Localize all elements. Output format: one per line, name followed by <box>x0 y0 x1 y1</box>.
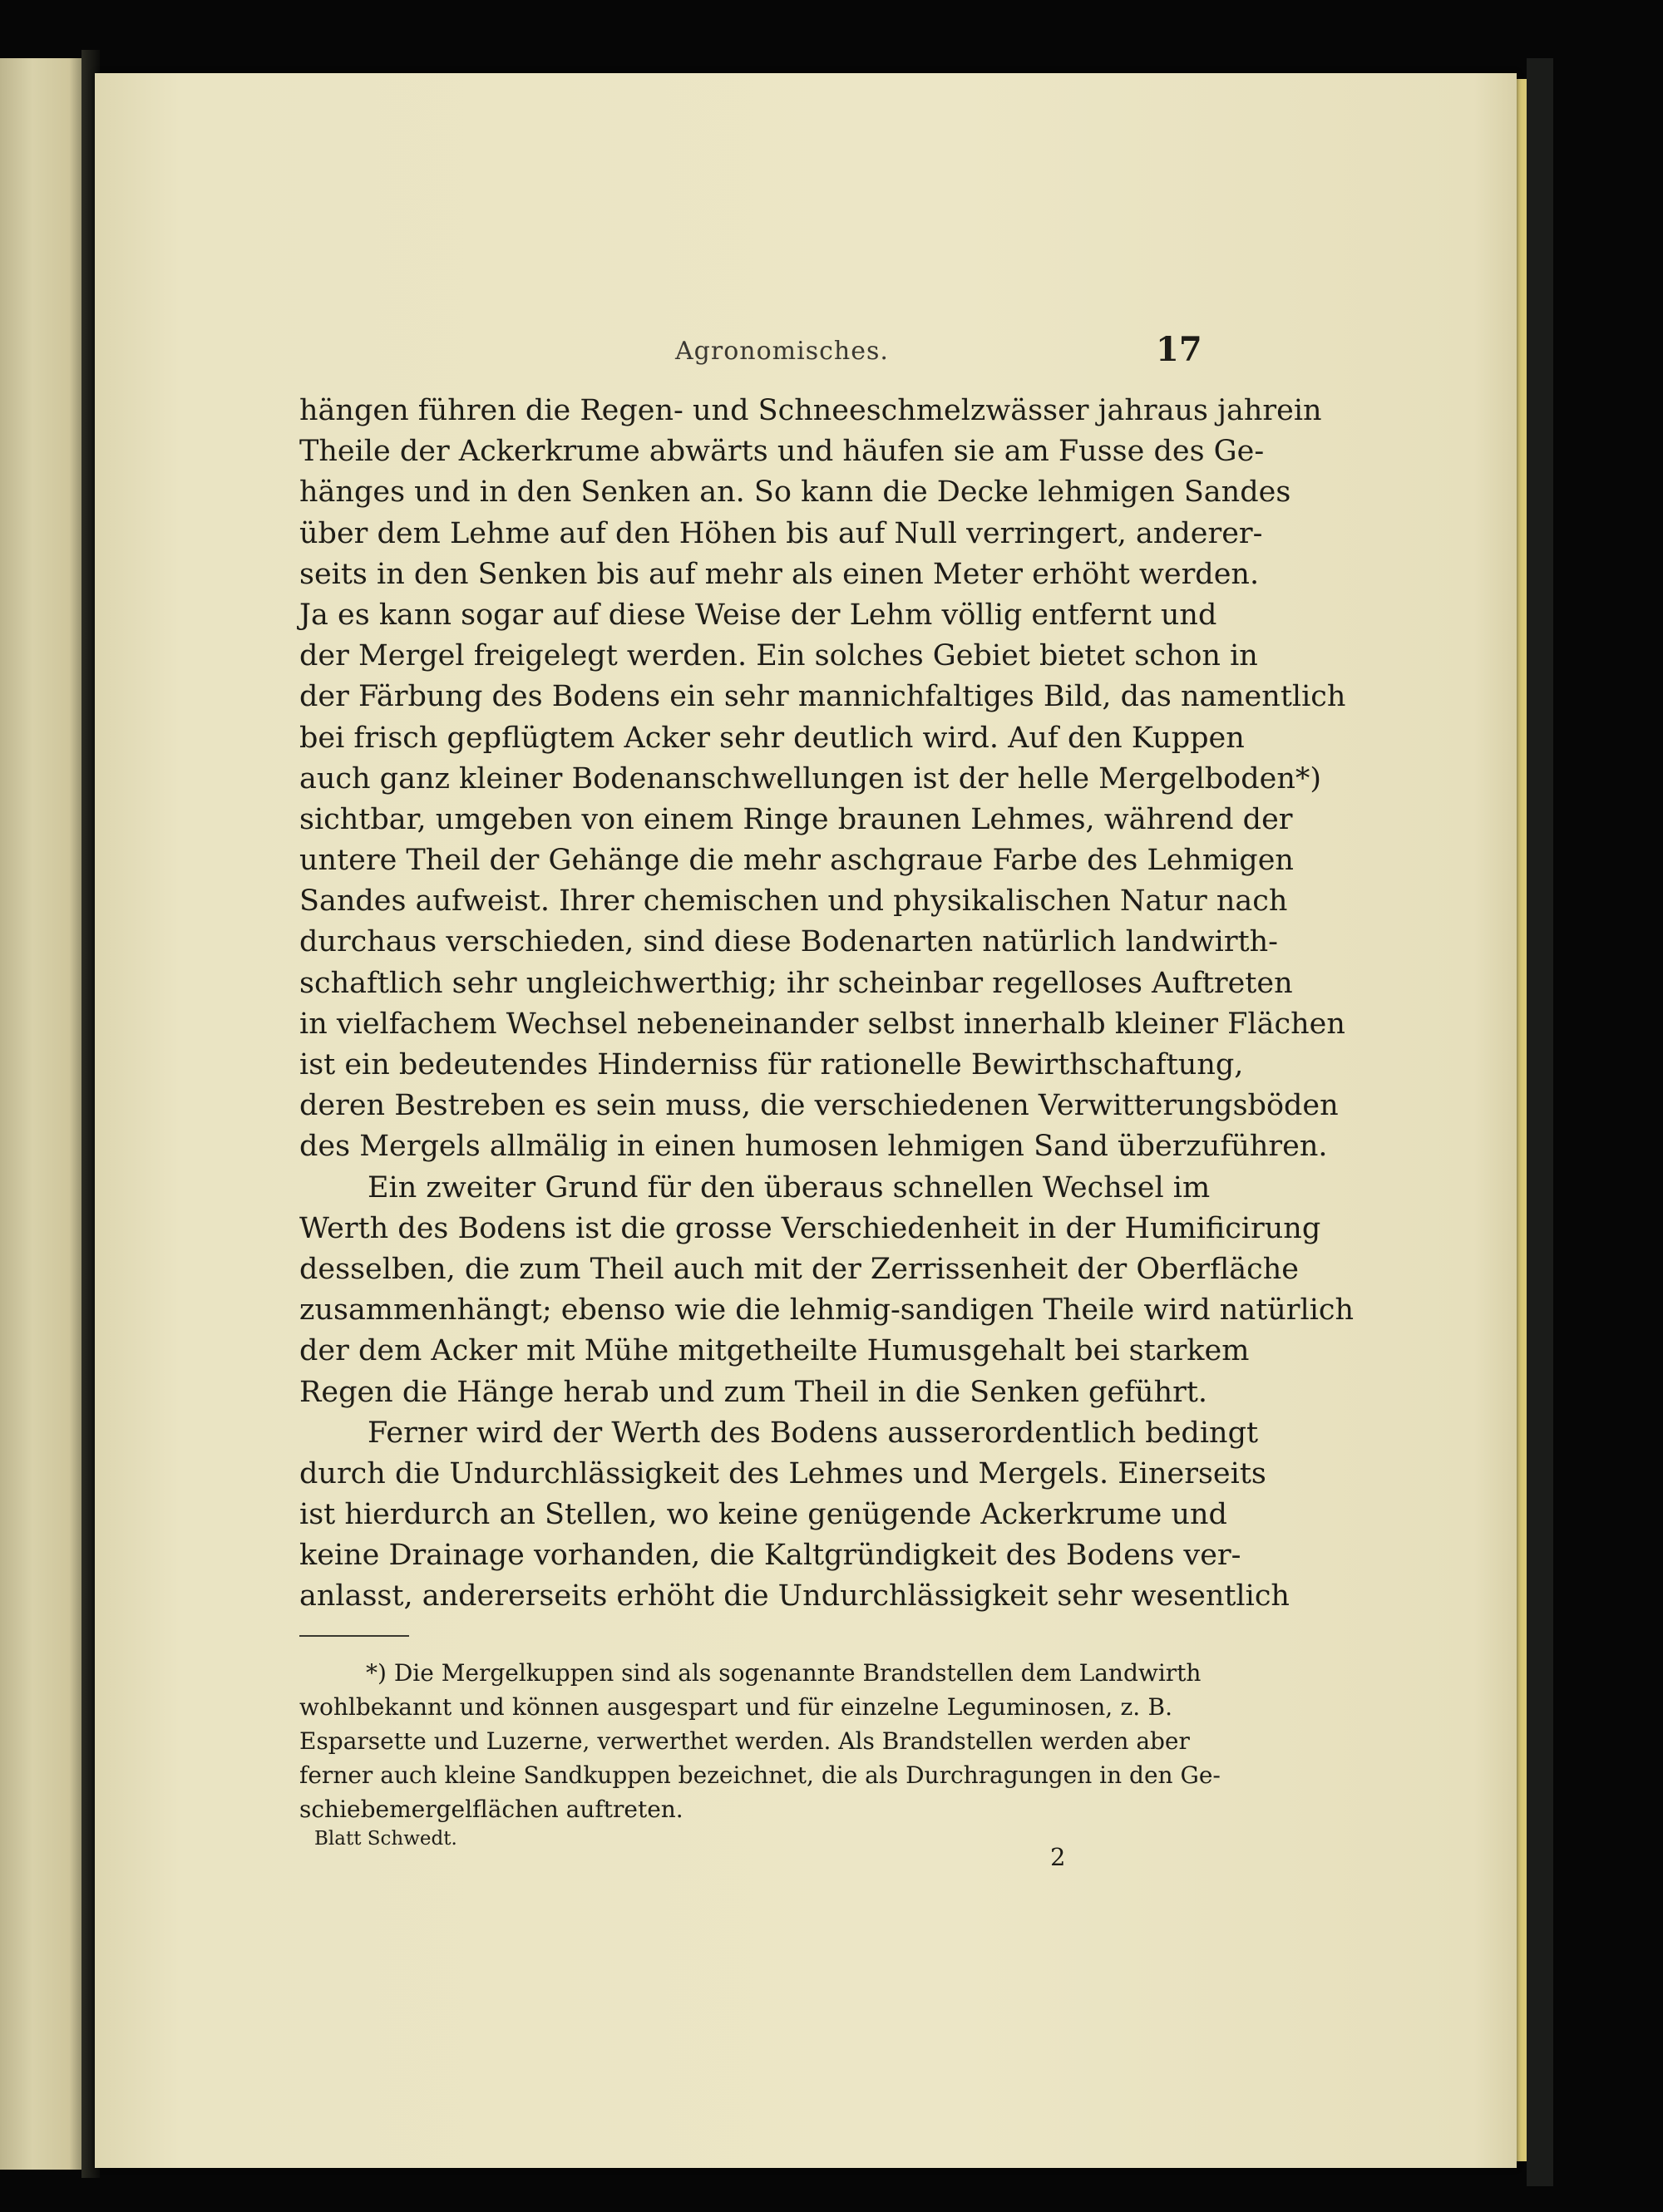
body-line: schaftlich sehr ungleichwerthig; ihr scheinbar regelloses Auftreten <box>299 966 1293 1000</box>
running-head: Agronomisches. <box>675 337 889 366</box>
body-line: Ja es kann sogar auf diese Weise der Lehm völlig entfernt und <box>299 598 1217 632</box>
footnote-line: Esparsette und Luzerne, verwerthet werden. Als Brandstellen werden aber <box>299 1727 1190 1755</box>
body-line: durchaus verschieden, sind diese Bodenarten natürlich landwirth- <box>299 925 1279 959</box>
footnote-rule <box>299 1635 409 1637</box>
footnote <box>299 1656 1221 1826</box>
body-line: Ein zweiter Grund für den überaus schnellen Wechsel im <box>368 1170 1211 1205</box>
body-line: deren Bestreben es sein muss, die verschiedenen Verwitterungsböden <box>299 1089 1339 1123</box>
body-line: auch ganz kleiner Bodenanschwellungen ist der helle Mergelboden*) <box>299 761 1322 796</box>
body-line: durch die Undurchlässigkeit des Lehmes und Mergels. Einerseits <box>299 1456 1266 1490</box>
body-line: bei frisch gepflügtem Acker sehr deutlich wird. Auf den Kuppen <box>299 721 1245 755</box>
footnote-line: schiebemergelflächen auftreten. <box>299 1796 683 1823</box>
body-line: hänges und in den Senken an. So kann die Decke lehmigen Sandes <box>299 475 1291 510</box>
footnote-line: ferner auch kleine Sandkuppen bezeichnet, die als Durchragungen in den Ge- <box>299 1761 1221 1789</box>
body-line: der dem Acker mit Mühe mitgetheilte Humusgehalt bei starkem <box>299 1334 1250 1368</box>
body-line: zusammenhängt; ebenso wie die lehmig-sandigen Theile wird natürlich <box>299 1293 1355 1328</box>
body-line: Theile der Ackerkrume abwärts und häufen sie am Fusse des Ge- <box>299 435 1265 469</box>
book-cover-edge <box>1527 58 1553 2186</box>
footnote-line: wohlbekannt und können ausgespart und für einzelne Leguminosen, z. B. <box>299 1693 1172 1721</box>
body-line: Sandes aufweist. Ihrer chemischen und physikalischen Natur nach <box>299 884 1288 919</box>
body-line: anlasst, andererseits erhöht die Undurchlässigkeit sehr wesentlich <box>299 1579 1290 1613</box>
body-line: des Mergels allmälig in einen humosen lehmigen Sand überzuführen. <box>299 1130 1328 1164</box>
body-line: seits in den Senken bis auf mehr als einen Meter erhöht werden. <box>299 557 1260 591</box>
body-line: Ferner wird der Werth des Bodens ausserordentlich bedingt <box>368 1416 1259 1450</box>
body-line: desselben, die zum Theil auch mit der Zerrissenheit der Oberfläche <box>299 1252 1300 1286</box>
body-line: keine Drainage vorhanden, die Kaltgründigkeit des Bodens ver- <box>299 1539 1241 1573</box>
body-line: der Färbung des Bodens ein sehr mannichfaltiges Bild, das namentlich <box>299 680 1346 714</box>
body-line: in vielfachem Wechsel nebeneinander selbst innerhalb kleiner Flächen <box>299 1007 1345 1041</box>
page-fore-edge <box>1517 79 1527 2161</box>
body-line: der Mergel freigelegt werden. Ein solches Gebiet bietet schon in <box>299 639 1258 673</box>
footnote-line: *) Die Mergelkuppen sind als sogenannte Brandstellen dem Landwirth <box>366 1659 1202 1687</box>
body-line: Werth des Bodens ist die grosse Verschiedenheit in der Humificirung <box>299 1211 1321 1245</box>
body-line: untere Theil der Gehänge die mehr aschgraue Farbe des Lehmigen <box>299 844 1294 878</box>
body-line: ist hierdurch an Stellen, wo keine genügende Ackerkrume und <box>299 1498 1227 1532</box>
body-line: ist ein bedeutendes Hinderniss für rationelle Bewirthschaftung, <box>299 1048 1244 1081</box>
body-line: Regen die Hänge herab und zum Theil in die Senken geführt. <box>299 1375 1208 1409</box>
page-number: 17 <box>1156 330 1202 369</box>
body-line: hängen führen die Regen- und Schneeschmelzwässer jahraus jahrein <box>299 394 1322 427</box>
left-page-edge <box>0 58 81 2170</box>
body-line: sichtbar, umgeben von einem Ringe braunen Lehmes, während der <box>299 802 1293 836</box>
sheet-name: Blatt Schwedt. <box>314 1828 457 1850</box>
body-text <box>299 391 1355 1618</box>
body-line: über dem Lehme auf den Höhen bis auf Null verringert, anderer- <box>299 516 1263 550</box>
signature-mark: 2 <box>1050 1843 1066 1871</box>
